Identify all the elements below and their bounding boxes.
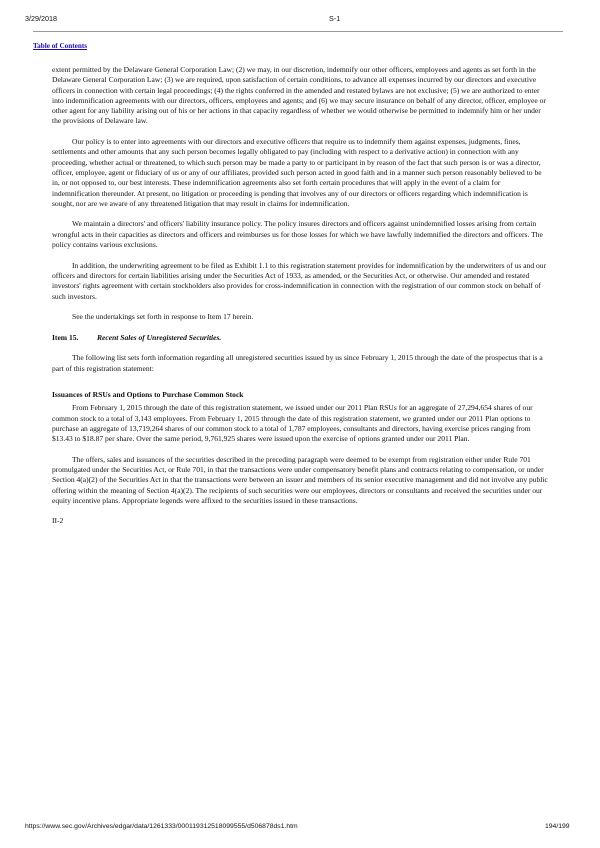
footer-page-count: 194/199 xyxy=(545,823,570,830)
footer-url: https://www.sec.gov/Archives/edgar/data/1261333/000119312518099555/d506878ds1.htm xyxy=(25,823,298,830)
paragraph-item-15-intro: The following list sets forth information regarding all unregistered securities issued by us since February 1, 2015 through the date of the prospectus that is a part of this registration statement: xyxy=(52,353,543,373)
paragraph-liability-insurance: We maintain a directors' and officers' liability insurance policy. The policy insures directors and officers against unindemnified losses arising from certain wrongful acts in their capacities as directors and officers and reimburses us for those losses for which we have lawfully indemnified the directors and officers. The policy contains various exclusions. xyxy=(52,219,543,250)
document-body xyxy=(52,65,549,537)
table-of-contents-link[interactable]: Table of Contents xyxy=(33,42,88,50)
page-number: II-2 xyxy=(52,516,64,526)
item-number: Item 15. xyxy=(52,332,79,342)
paragraph-undertakings: See the undertakings set forth in response to Item 17 herein. xyxy=(72,312,254,322)
header-divider xyxy=(33,31,563,32)
paragraph-indemnification-continued: extent permitted by the Delaware General Corporation Law; (2) we may, in our discretion, indemnify our other officers, employees and agents as set forth in the Delaware General Corporation Law; (3) we are required, upon satisfaction of certain conditions, to advance all expenses incurred by our directors and executive officers in connection with certain legal proceedings; (4) the rights conferred in the amended and restated bylaws are not exclusive; (5) we are authorized to enter into indemnification agreements with our directors, officers, employees and agents; and (6) we may secure insurance on behalf of any director, officer, employee or other agent for any liability arising out of his or her actions in that capacity regardless of whether we would otherwise be permitted to indemnify him or her under the provisions of Delaware law. xyxy=(52,65,546,126)
subsection-heading: Issuances of RSUs and Options to Purchase Common Stock xyxy=(52,389,244,399)
paragraph-registration-exemption: The offers, sales and issuances of the securities described in the preceding paragraph were deemed to be exempt from registration either under Rule 701 promulgated under the Securities Act, or Rule 701, in that the transactions were under compensatory benefit plans and contracts relating to compensation, or under Section 4(a)(2) of the Securities Act in that the transactions were between an issuer and members of its senior executive management and did not involve any public offering within the meaning of Section 4(a)(2). The recipients of such securities were our employees, directors or consultants and received the securities under our equity incentive plans. Appropriate legends were affixed to the securities issued in these transactions. xyxy=(52,454,548,505)
paragraph-indemnification-policy: Our policy is to enter into agreements with our directors and executive officers that require us to indemnify them against expenses, judgments, fines, settlements and other amounts that any such person becomes legally obligated to pay (including with respect to a derivative action) in connection with any proceeding, whether actual or threatened, to which such person may be made a party to or participant in by reason of the fact that such person is or was a director, officer, employee, agent or fiduciary of us or any of our affiliates, provided such person acted in good faith and in a manner such person reasonably believed to be in, or not opposed to, our best interests. These indemnification agreements also set forth certain procedures that will apply in the event of a claim for indemnification thereunder. At present, no litigation or proceeding is pending that involves any of our directors or officers regarding which indemnification is sought, nor are we aware of any threatened litigation that may result in claims for indemnification. xyxy=(52,137,542,208)
paragraph-underwriting-agreement: In addition, the underwriting agreement to be filed as Exhibit 1.1 to this registration statement provides for indemnification by the underwriters of us and our officers and directors for certain liabilities arising under the Securities Act of 1933, as amended, or the Securities Act, or otherwise. Our amended and restated investors' rights agreement with certain stockholders also provides for cross-indemnification in connection with the registration of our common stock on behalf of such investors. xyxy=(52,260,547,301)
print-date: 3/29/2018 xyxy=(25,14,57,23)
item-title: Recent Sales of Unregistered Securities. xyxy=(97,332,222,342)
item-15-heading xyxy=(52,333,549,343)
document-title: S-1 xyxy=(329,14,341,23)
paragraph-rsu-issuances: From February 1, 2015 through the date of this registration statement, we issued under our 2011 Plan RSUs for an aggregate of 27,294,654 shares of our common stock to a total of 3,143 employees. From February 1, 2015 through the date of this registration statement, we granted under our 2011 Plan options to purchase an aggregate of 13,719,264 shares of our common stock to a total of 1,787 employees, consultants and directors, having exercise prices ranging from $13.43 to $18.87 per share. Over the same period, 9,761,925 shares were issued upon the exercise of options granted under our 2011 Plan. xyxy=(52,403,533,444)
